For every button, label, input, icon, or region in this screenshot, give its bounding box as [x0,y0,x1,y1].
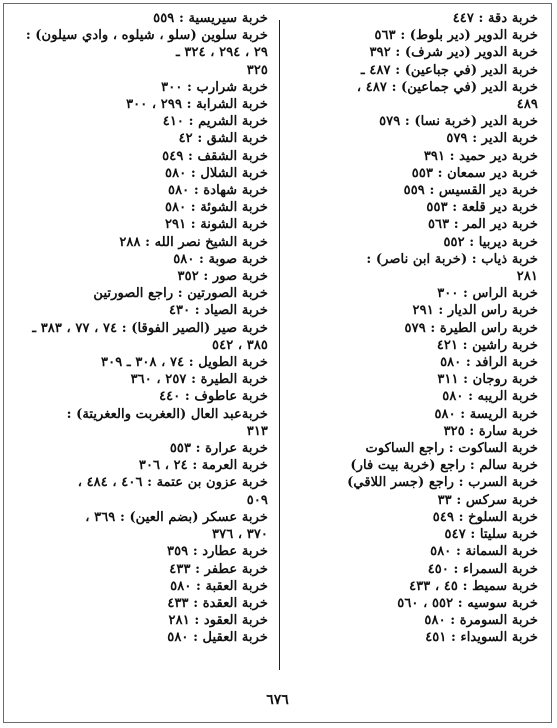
index-entry: ٢٨١ [516,269,538,285]
index-entry: خربة العقيل : ٥٨٠ [167,630,268,646]
index-entry: خربة سلوين (سلو ، شيلوه ، وادي سيلون) : ٢٩ ، ٢٩٤ ، ٣٢٤ ـ [25,28,268,61]
index-entry: ٤٨٩ [516,97,538,113]
index-entry: خربة دقة : ٤٤٧ [452,11,538,26]
index-entry: خربة الشرابة : ٢٩٩ ، ٣٠٠ [126,97,268,113]
index-entry: خربة روجان : ٣١١ [437,372,538,388]
index-entry: خربة سميط : ٤٥ ، ٤٣٣ [409,578,538,594]
index-entry: خربة الدوير (دير شرف) : ٣٩٢ [369,45,538,61]
index-entry: خربة دير قلعة : ٥٥٣ [426,200,538,216]
index-entry: خربة الدير (في جماعين) : ٤٨٧ ، [356,79,538,95]
index-entry: خربة صير (الصير الفوقا) : ٧٤ ، ٧٧ ، ٣٨٣ ـ ٣٨٥ ، ٥٤٢ [32,320,268,353]
index-entry: خربة شهادة : ٥٨٠ [168,183,268,199]
index-entry: خربة السلوخ : ٥٤٩ [432,509,538,525]
index-entry: خربة ذياب : (خربة ابن ناصر) : [366,251,538,267]
index-entry: خربة عسكر (بضم العين) : ٣٦٩ ، [85,509,268,525]
index-entry: خربة العقبة : ٥٨٠ [170,578,268,594]
index-entry: خربة صوبة : ٥٨٠ [173,251,268,267]
index-entry: خربة الصورتين : راجع الصورتين [93,286,268,302]
index-entry: خربة السمراء : ٤٥٠ [427,561,538,577]
column-divider [279,20,280,670]
page-frame [3,3,552,723]
index-entry: خربة العقدة : ٤٣٣ [167,595,268,611]
index-entry: خربة العرمة : ٢٤ ، ٣٠٦ [138,458,268,474]
index-entry: خربة سوسيه : ٥٥٢ ، ٥٦٠ [397,595,538,611]
index-entry: خربة سليتا : ٥٤٧ [444,527,538,543]
index-entry: خربة الدير (خربة نسا) : ٥٧٩ [379,114,538,130]
index-entry: خربة السويداء : ٤٥١ [425,630,538,646]
index-entry: خربة الطيرة : ٢٥٧ ، ٣٦٠ [130,372,268,388]
index-entry: خربة سالم : راجع (خربة بيت فار) [350,458,538,474]
left-column [16,10,268,676]
index-entry: خربة الرافد : ٥٨٠ [440,355,538,371]
index-entry: خربة الريبه : ٥٨٠ [442,389,538,405]
index-entry: خربة السمانة : ٥٨٠ [430,544,538,560]
index-entry: خربة دير القسيس : ٥٥٩ [403,183,538,199]
index-entry: خربة السرب : راجع (جسر اللاقي) [347,475,538,491]
index-entry: خربة الساكوت : راجع الساكوت [365,441,538,457]
index-page [16,10,538,676]
index-entry: خربة سارة : ٣٢٥ [443,423,538,439]
index-entry: خربة دير سمعان : ٥٥٣ [411,165,538,181]
index-entry: خربة الطويل : ٧٤ ، ٣٠٨ ـ ٣٠٩ [101,355,268,371]
right-column [286,10,538,676]
index-entry: خربة العقود : ٢٨١ [168,613,268,629]
index-entry: ٥٠٩ [246,492,268,508]
index-entry: خربة الشقف : ٥٤٩ [162,148,268,164]
index-entry: خربة الشريم : ٤١٠ [162,114,268,130]
index-entry: خربة الدير : ٥٧٩ [446,131,538,147]
index-entry: خربة عاطوف : ٤٤٠ [159,389,268,405]
index-entry: خربةعبد العال (العغربت والعغريتة) : [66,406,268,422]
index-entry: خربة الراس : ٣٠٠ [437,286,538,302]
index-entry: خربة دير المر : ٥٦٣ [427,217,538,233]
index-entry: خربة الدوير (دير بلوط) : ٥٦٣ [374,28,538,44]
index-entry: خربة الريسة : ٥٨٠ [434,406,538,422]
index-entry: خربة الشونة : ٢٩١ [164,217,268,233]
index-entry: خربة عطارد : ٣٥٩ [166,544,268,560]
index-entry: خربة راشين : ٤٢١ [436,337,538,353]
index-entry: خربة سركس : ٣٣ [437,492,538,508]
index-entry: ٣٧٠ ، ٣٧٦ [212,527,268,543]
index-entry: خربة شرارب : ٣٠٠ [161,79,268,95]
index-entry: ٣٢٥ [246,62,268,78]
index-entry: ٣١٣ [246,423,268,439]
index-entry: خربة الشوئة : ٥٨٠ [164,200,268,216]
index-entry: خربة السومرة : ٥٨٠ [424,613,538,629]
index-entry: خربة سيريسية : ٥٥٩ [153,11,268,26]
index-entry: خربة دير حميد : ٣٩١ [423,148,538,164]
index-entry: خربة الدير (في جباعين) : ٤٨٧ ـ [360,62,538,78]
index-entry: خربة عطفر : ٤٣٣ [169,561,268,577]
page-number: ٦٧٦ [266,692,289,708]
index-entry: خربة صور : ٣٥٢ [177,269,268,285]
index-entry: خربة الشلال : ٥٨٠ [165,165,268,181]
index-entry: خربة الشيخ نصر الله : ٢٨٨ [119,234,268,250]
index-entry: خربة الشق : ٤٢ [178,131,268,147]
index-entry: خربة ديربيا : ٥٥٢ [443,234,538,250]
index-entry: خربة عرارة : ٥٥٣ [169,441,268,457]
index-entry: خربة الصياد : ٤٣٠ [168,303,268,319]
index-entry: خربة راس الديار : ٢٩١ [412,303,538,319]
index-entry: خربة راس الطيرة : ٥٧٩ [404,320,538,336]
index-entry: خربة عزون بن عتمة : ٤٠٦ ، ٤٨٤ ، [77,475,268,491]
